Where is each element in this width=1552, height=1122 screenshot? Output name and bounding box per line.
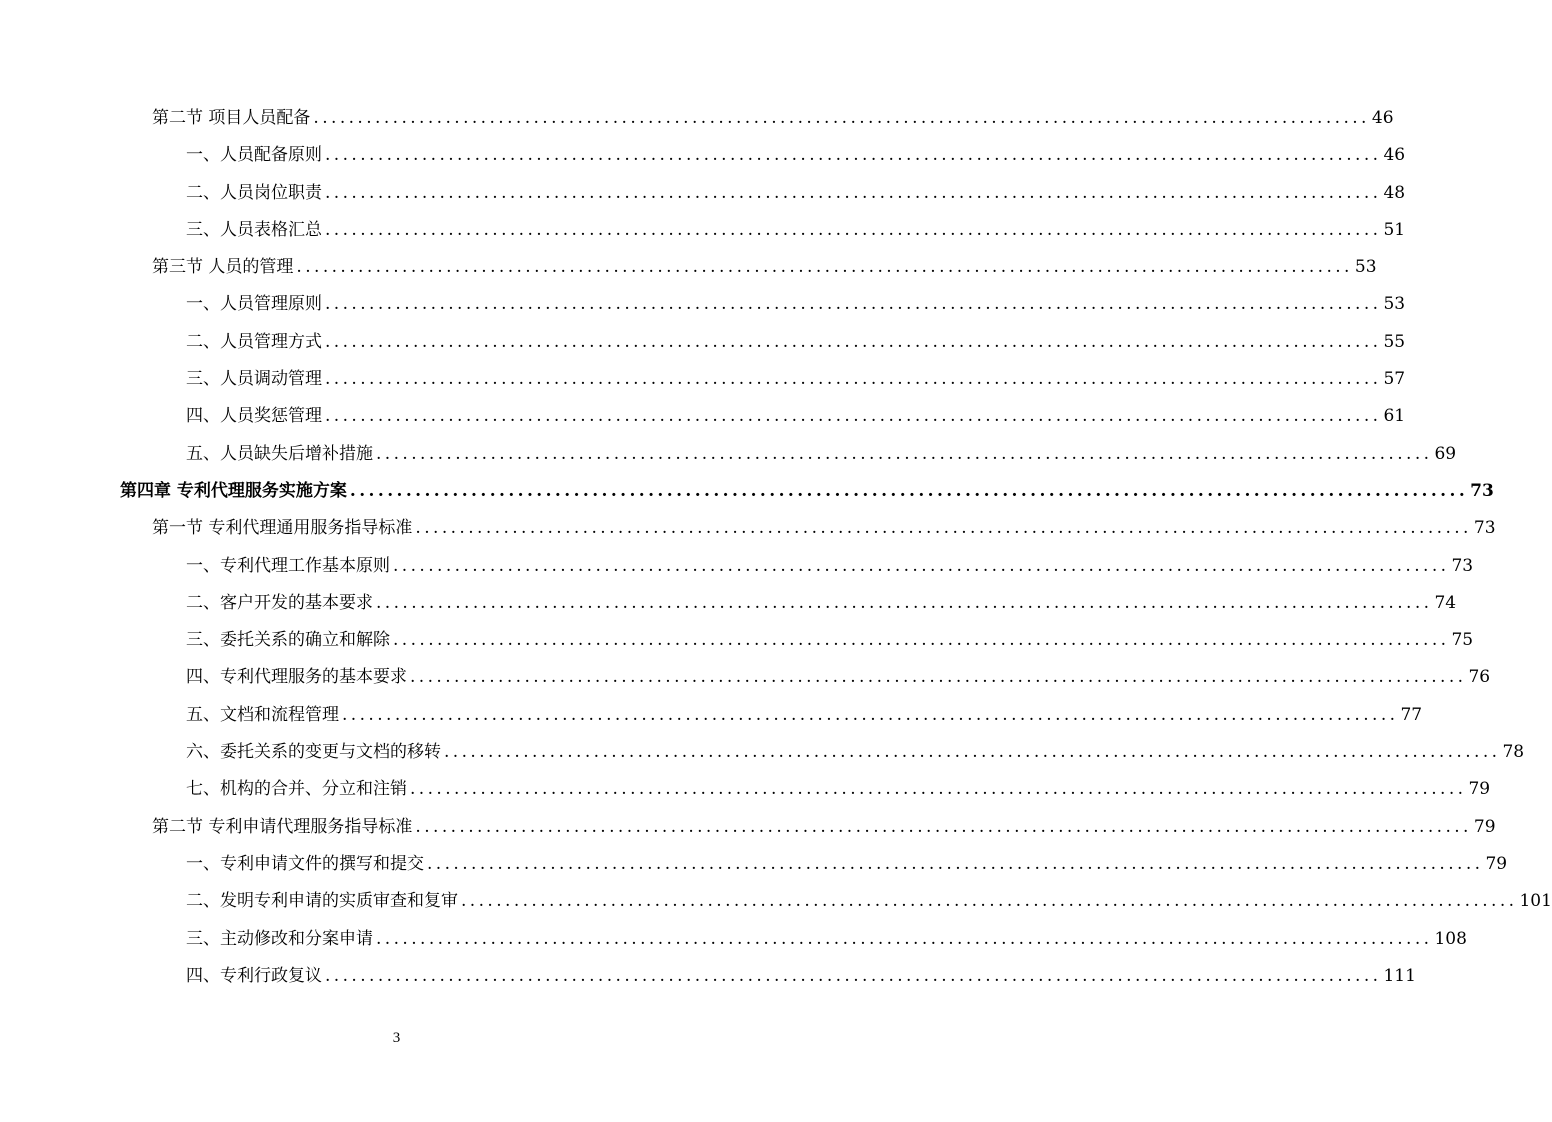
toc-dot-leader: ........................................................................................................................: [325, 965, 1382, 986]
toc-section-entry[interactable]: [0, 249, 1377, 286]
toc-entry-title: 六、委托关系的变更与文档的移转: [186, 742, 441, 763]
toc-entry-title: 二、人员管理方式: [186, 331, 322, 352]
toc-subsection-entry[interactable]: [0, 175, 1406, 212]
toc-entry-page: 76: [1468, 667, 1491, 688]
toc-entry-title: 第四章 专利代理服务实施方案: [120, 480, 347, 501]
toc-subsection-entry[interactable]: [0, 361, 1406, 398]
toc-entry-page: 73: [1470, 480, 1494, 501]
toc-subsection-entry[interactable]: [0, 137, 1406, 174]
toc-subsection-entry[interactable]: [0, 585, 1457, 622]
toc-dot-leader: ........................................................................................................................: [410, 667, 1467, 688]
toc-entry-title: 第二节 项目人员配备: [152, 108, 311, 128]
toc-subsection-entry[interactable]: [0, 286, 1406, 323]
toc-subsection-entry[interactable]: [0, 958, 1416, 995]
toc-entry-page: 55: [1383, 331, 1406, 352]
toc-dot-leader: ........................................................................................................................: [349, 480, 1469, 501]
toc-entry-page: 53: [1354, 257, 1377, 278]
toc-entry-title: 一、人员配备原则: [186, 145, 322, 166]
toc-dot-leader: ........................................................................................................................: [427, 853, 1484, 874]
toc-dot-leader: ........................................................................................................................: [376, 592, 1433, 613]
toc-dot-leader: ........................................................................................................................: [296, 257, 1353, 278]
toc-entry-title: 四、专利行政复议: [186, 965, 322, 986]
toc-chapter-entry[interactable]: [0, 473, 1494, 510]
toc-section-entry[interactable]: [0, 510, 1496, 547]
toc-entry-page: 46: [1383, 145, 1406, 166]
toc-entry-title: 第一节 专利代理通用服务指导标准: [152, 518, 413, 539]
toc-subsection-entry[interactable]: [0, 398, 1406, 435]
toc-subsection-entry[interactable]: [0, 846, 1508, 883]
toc-entry-page: 111: [1383, 965, 1416, 986]
toc-entry-title: 一、专利申请文件的撰写和提交: [186, 853, 424, 874]
toc-entry-title: 第三节 人员的管理: [152, 257, 294, 278]
toc-entry-page: 74: [1434, 592, 1457, 613]
toc-entry-title: 二、发明专利申请的实质审查和复审: [186, 891, 458, 912]
toc-entry-title: 一、专利代理工作基本原则: [186, 555, 390, 576]
toc-dot-leader: ........................................................................................................................: [325, 331, 1382, 352]
table-of-contents: [0, 100, 1552, 995]
toc-entry-title: 二、人员岗位职责: [186, 182, 322, 203]
toc-entry-page: 108: [1434, 928, 1467, 949]
toc-entry-page: 73: [1473, 518, 1496, 539]
toc-subsection-entry[interactable]: [0, 548, 1474, 585]
page-number: 3: [392, 1030, 401, 1046]
toc-entry-page: 73: [1451, 555, 1474, 576]
toc-subsection-entry[interactable]: [0, 697, 1423, 734]
toc-subsection-entry[interactable]: [0, 771, 1491, 808]
toc-entry-title: 七、机构的合并、分立和注销: [186, 779, 407, 800]
toc-subsection-entry[interactable]: [0, 734, 1525, 771]
toc-subsection-entry[interactable]: [0, 436, 1457, 473]
toc-entry-title: 四、人员奖惩管理: [186, 406, 322, 427]
toc-dot-leader: ........................................................................................................................: [325, 145, 1382, 166]
toc-entry-page: 51: [1383, 219, 1406, 240]
toc-entry-page: 57: [1383, 369, 1406, 390]
toc-entry-title: 五、人员缺失后增补措施: [186, 443, 373, 464]
toc-entry-page: 79: [1468, 779, 1491, 800]
toc-dot-leader: ........................................................................................................................: [444, 742, 1501, 763]
toc-entry-title: 三、主动修改和分案申请: [186, 928, 373, 949]
toc-entry-title: 一、人员管理原则: [186, 294, 322, 315]
toc-dot-leader: ........................................................................................................................: [325, 294, 1382, 315]
toc-section-entry[interactable]: [0, 100, 1394, 137]
toc-entry-page: 75: [1451, 630, 1474, 651]
toc-entry-page: 101: [1519, 891, 1552, 912]
toc-subsection-entry[interactable]: [0, 212, 1406, 249]
toc-entry-page: 79: [1473, 816, 1496, 837]
toc-dot-leader: ........................................................................................................................: [461, 891, 1518, 912]
toc-dot-leader: ........................................................................................................................: [410, 779, 1467, 800]
toc-entry-title: 四、专利代理服务的基本要求: [186, 667, 407, 688]
toc-dot-leader: ........................................................................................................................: [325, 406, 1382, 427]
toc-subsection-entry[interactable]: [0, 622, 1474, 659]
toc-dot-leader: ........................................................................................................................: [393, 630, 1450, 651]
toc-entry-page: 69: [1434, 443, 1457, 464]
toc-dot-leader: ........................................................................................................................: [415, 518, 1472, 539]
toc-entry-title: 五、文档和流程管理: [186, 704, 339, 725]
toc-entry-page: 77: [1400, 704, 1423, 725]
toc-dot-leader: ........................................................................................................................: [393, 555, 1450, 576]
toc-entry-page: 53: [1383, 294, 1406, 315]
toc-dot-leader: ........................................................................................................................: [313, 108, 1370, 128]
toc-entry-page: 48: [1383, 182, 1406, 203]
toc-subsection-entry[interactable]: [0, 883, 1552, 920]
toc-entry-title: 三、人员调动管理: [186, 369, 322, 390]
toc-entry-title: 三、委托关系的确立和解除: [186, 630, 390, 651]
toc-entry-title: 第二节 专利申请代理服务指导标准: [152, 816, 413, 837]
toc-entry-title: 三、人员表格汇总: [186, 219, 322, 240]
toc-dot-leader: ........................................................................................................................: [325, 219, 1382, 240]
toc-entry-page: 79: [1485, 853, 1508, 874]
toc-dot-leader: ........................................................................................................................: [376, 928, 1433, 949]
toc-entry-page: 46: [1371, 108, 1394, 128]
toc-dot-leader: ........................................................................................................................: [325, 369, 1382, 390]
toc-subsection-entry[interactable]: [0, 659, 1491, 696]
toc-dot-leader: ........................................................................................................................: [342, 704, 1399, 725]
toc-subsection-entry[interactable]: [0, 324, 1406, 361]
toc-dot-leader: ........................................................................................................................: [325, 182, 1382, 203]
toc-dot-leader: ........................................................................................................................: [376, 443, 1433, 464]
toc-section-entry[interactable]: [0, 809, 1496, 846]
toc-subsection-entry[interactable]: [0, 921, 1467, 958]
toc-entry-page: 78: [1502, 742, 1525, 763]
toc-dot-leader: ........................................................................................................................: [415, 816, 1472, 837]
toc-entry-title: 二、客户开发的基本要求: [186, 592, 373, 613]
toc-entry-page: 61: [1383, 406, 1406, 427]
